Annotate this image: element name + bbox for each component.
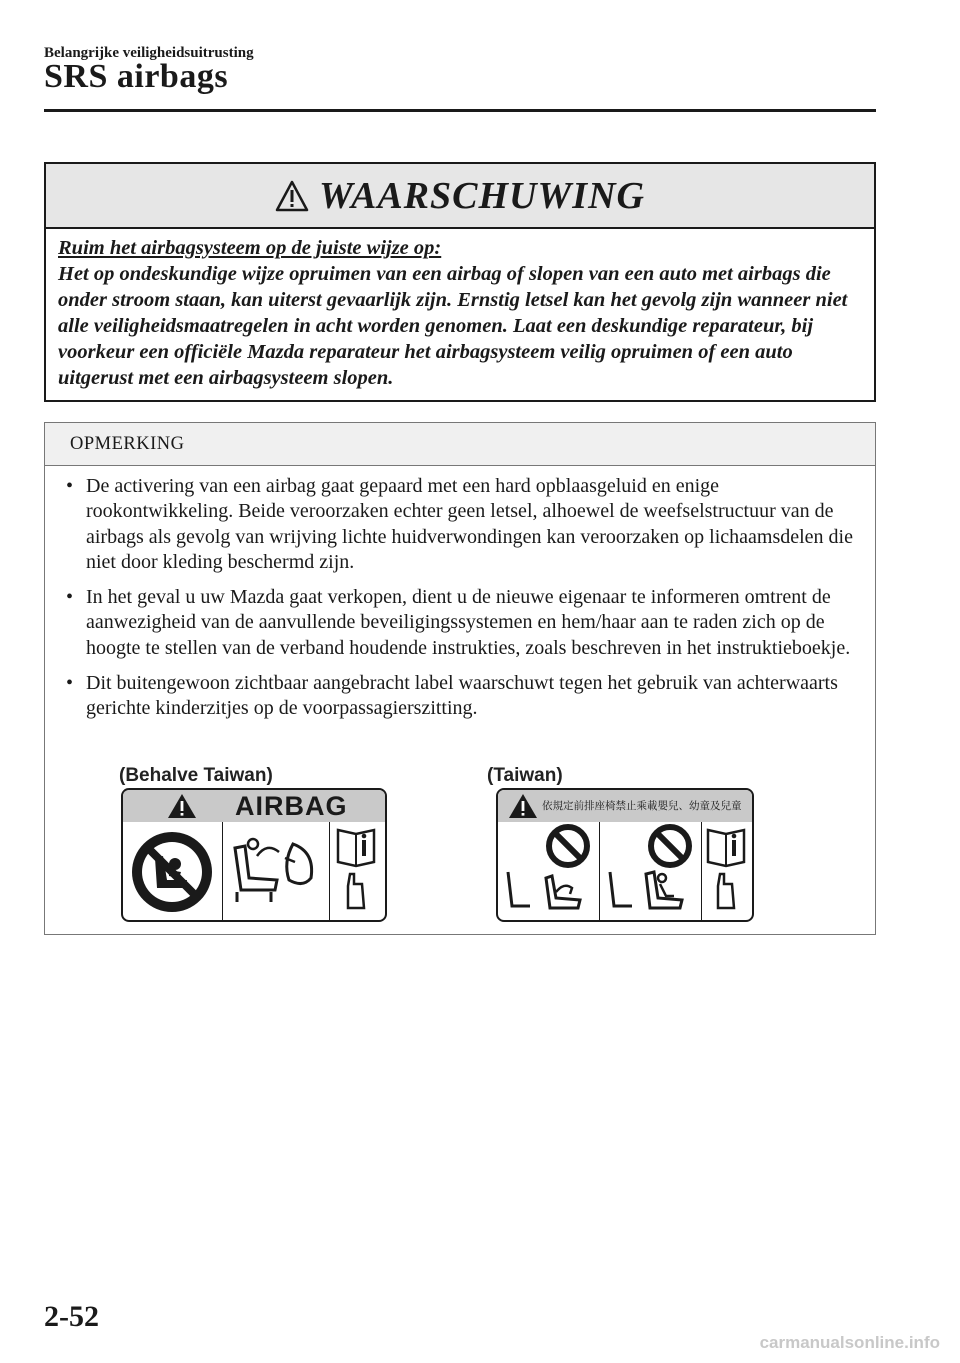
note-item bbox=[45, 474, 875, 575]
note-list bbox=[45, 466, 875, 722]
label-header bbox=[498, 790, 752, 822]
bullet: • bbox=[66, 586, 74, 609]
airbag-label-taiwan bbox=[496, 788, 754, 922]
no-rear-facing-seat-icon bbox=[498, 822, 599, 918]
warning-triangle-icon bbox=[508, 793, 538, 819]
section-kicker: Belangrijke veiligheidsuitrusting bbox=[44, 45, 254, 61]
warning-triangle-icon bbox=[167, 793, 197, 819]
warning-box bbox=[44, 162, 876, 402]
bullet: • bbox=[66, 475, 74, 497]
read-manual-icon bbox=[330, 822, 385, 918]
bullet: • bbox=[66, 672, 74, 695]
airbag-deploy-icon bbox=[223, 822, 329, 918]
label-caption-non-taiwan: (Behalve Taiwan) bbox=[119, 765, 273, 786]
note-item bbox=[45, 585, 875, 661]
airbag-label-non-taiwan bbox=[121, 788, 387, 922]
label-caption-taiwan: (Taiwan) bbox=[487, 765, 563, 786]
note-item-text: In het geval u uw Mazda gaat verkopen, dient u de nieuwe eigenaar te informeren omtrent de aanwezigheid van de aanvullende beveiligingssystemen en hem/haar aan te raden zich op de hoogte te stellen van de verband houdende instrukties, zoals beschreven in het instruktieboekje. bbox=[86, 586, 851, 659]
warning-title: WAARSCHUWING bbox=[319, 174, 645, 217]
no-rear-facing-child-seat-icon bbox=[123, 822, 222, 918]
page-title: SRS airbags bbox=[44, 58, 229, 95]
label-header-text: AIRBAG bbox=[235, 791, 348, 821]
warning-triangle-icon bbox=[275, 180, 309, 212]
warning-subtitle: Ruim het airbagsysteem op de juiste wijze op: bbox=[58, 237, 442, 259]
note-item-text: Dit buitengewoon zichtbaar aangebracht label waarschuwt tegen het gebruik van achterwaarts gerichte kinderzitjes op de voorpassagierszitting. bbox=[86, 672, 838, 720]
watermark: carmanualsonline.info bbox=[759, 1333, 940, 1352]
label-header-text: 依規定前排座椅禁止乘載嬰兒、幼童及兒童 bbox=[542, 800, 742, 812]
title-divider bbox=[44, 109, 876, 112]
warning-body bbox=[46, 229, 874, 391]
note-title: OPMERKING bbox=[45, 423, 875, 466]
warning-header bbox=[46, 164, 874, 229]
note-item bbox=[45, 671, 875, 722]
note-item-text: De activering van een airbag gaat gepaard met een hard opblaasgeluid en enige rookontwikkeling. Beide veroorzaken echter geen letsel, alhoewel de weefselstructuur van de airbags als gevolg van wrijving lichte huidverwondingen kan veroorzaken op lichaamsdelen die niet door kleding beschermd zijn. bbox=[86, 475, 853, 573]
read-manual-icon bbox=[702, 822, 752, 918]
label-header bbox=[123, 790, 385, 822]
page-number: 2-52 bbox=[44, 1300, 99, 1333]
warning-text: Het op ondeskundige wijze opruimen van een airbag of slopen van een auto met airbags die onder stroom staan, kan uiterst gevaarlijk zijn. Ernstig letsel kan het gevolg zijn wanneer niet alle veiligheidsmaatregelen in acht worden genomen. Laat een deskundige reparateur, bij voorkeur een officiële Mazda reparateur het airbagsysteem veilig opruimen of een auto uitgerust met een airbagsysteem slopen. bbox=[58, 263, 848, 389]
note-box bbox=[44, 422, 876, 935]
no-forward-facing-seat-icon bbox=[600, 822, 701, 918]
